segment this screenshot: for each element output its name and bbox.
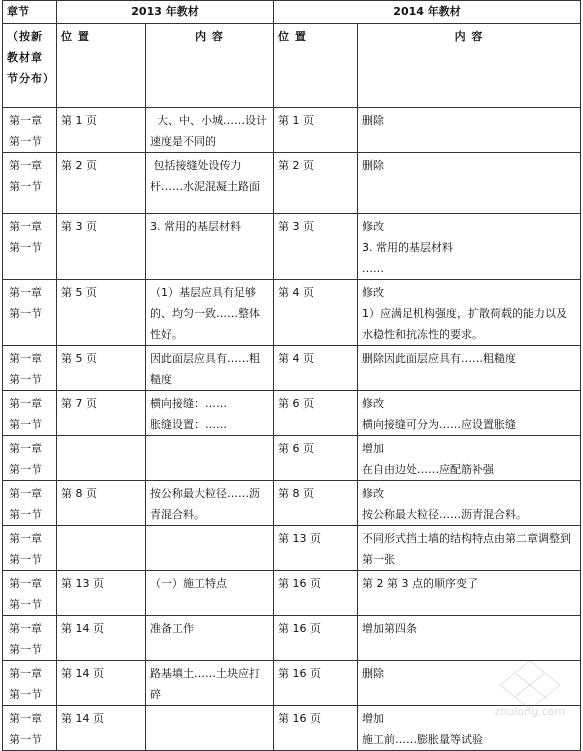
- position-2013-cell: 第 1 页: [57, 108, 146, 153]
- content-2013-cell: 3. 常用的基层材料: [146, 214, 274, 280]
- position-2014-cell: 第 4 页: [274, 280, 358, 346]
- position-2014-cell: 第 13 页: [274, 526, 358, 571]
- table-row: [3, 616, 581, 661]
- content-2013-cell: （1）基层应具有足够的、均匀一致……整体性好。: [146, 280, 274, 346]
- position-header-2014: 位 置: [274, 24, 358, 108]
- comparison-table-wrapper: [2, 0, 581, 751]
- position-2013-cell: 第 13 页: [57, 571, 146, 616]
- content-2013-cell: 横向接缝：…… 胀缝设置：……: [146, 391, 274, 436]
- table-row: [3, 526, 581, 571]
- position-2013-cell: 第 2 页: [57, 153, 146, 214]
- table-body: [3, 108, 581, 751]
- table-row: [3, 214, 581, 280]
- watermark-text: zhulong.com: [494, 705, 566, 717]
- position-2014-cell: 第 16 页: [274, 571, 358, 616]
- zhulong-watermark: [485, 657, 575, 717]
- header-row-2: [3, 24, 581, 108]
- content-2014-cell: 删除: [358, 108, 581, 153]
- chapter-header: 章节: [3, 1, 57, 24]
- position-2013-cell: 第 14 页: [57, 706, 146, 751]
- position-2013-cell: 第 14 页: [57, 616, 146, 661]
- content-2014-cell: 修改 横向接缝可分为……应设置胀缝: [358, 391, 581, 436]
- content-2014-cell: 增加 施工前……膨胀量等试验: [358, 706, 581, 751]
- content-2013-cell: [146, 526, 274, 571]
- content-2014-cell: 不同形式挡土墙的结构特点由第二章调整到第一张: [358, 526, 581, 571]
- content-2014-cell: 修改 1）应满足机构强度，扩散荷载的能力以及水稳性和抗冻性的要求。: [358, 280, 581, 346]
- position-2013-cell: 第 7 页: [57, 391, 146, 436]
- table-row: [3, 153, 581, 214]
- header-row-1: [3, 1, 581, 24]
- content-2013-cell: 按公称最大粒径……沥青混合料。: [146, 481, 274, 526]
- year-2013-header: 2013 年教材: [57, 1, 274, 24]
- content-2014-cell: 删除: [358, 153, 581, 214]
- content-2013-cell: 路基填土……土块应打碎: [146, 661, 274, 706]
- content-2013-cell: （一）施工特点: [146, 571, 274, 616]
- position-2013-cell: 第 8 页: [57, 481, 146, 526]
- content-2014-cell: 修改 3. 常用的基层材料 ……: [358, 214, 581, 280]
- position-2014-cell: 第 8 页: [274, 481, 358, 526]
- chapter-cell: 第一章 第一节: [3, 214, 57, 280]
- content-2014-cell: 修改 按公称最大粒径……沥青混合料。: [358, 481, 581, 526]
- position-2014-cell: 第 1 页: [274, 108, 358, 153]
- content-2014-cell: 第 2 第 3 点的顺序变了: [358, 571, 581, 616]
- content-2013-cell: [146, 706, 274, 751]
- position-2014-cell: 第 2 页: [274, 153, 358, 214]
- content-header-2013: 内 容: [146, 24, 274, 108]
- chapter-cell: 第一章 第一节: [3, 391, 57, 436]
- chapter-cell: 第一章 第一节: [3, 108, 57, 153]
- position-2013-cell: 第 3 页: [57, 214, 146, 280]
- chapter-cell: 第一章 第一节: [3, 616, 57, 661]
- position-2014-cell: 第 6 页: [274, 391, 358, 436]
- position-2014-cell: 第 16 页: [274, 706, 358, 751]
- position-2013-cell: 第 14 页: [57, 661, 146, 706]
- content-2013-cell: 包括接缝处设传力杆……水泥混凝土路面: [146, 153, 274, 214]
- table-row: [3, 391, 581, 436]
- position-2013-cell: [57, 436, 146, 481]
- content-2014-cell: 增加第四条: [358, 616, 581, 661]
- chapter-cell: 第一章 第一节: [3, 280, 57, 346]
- position-2013-cell: 第 5 页: [57, 280, 146, 346]
- chapter-cell: 第一章 第一节: [3, 153, 57, 214]
- table-row: [3, 346, 581, 391]
- chapter-cell: 第一章 第一节: [3, 661, 57, 706]
- chapter-cell: 第一章 第一节: [3, 436, 57, 481]
- position-header-2013: 位 置: [57, 24, 146, 108]
- table-row: [3, 481, 581, 526]
- textbook-comparison-table: [2, 0, 581, 751]
- table-row: [3, 571, 581, 616]
- chapter-cell: 第一章 第一节: [3, 481, 57, 526]
- position-2014-cell: 第 6 页: [274, 436, 358, 481]
- position-2013-cell: [57, 526, 146, 571]
- table-row: [3, 108, 581, 153]
- position-2013-cell: 第 5 页: [57, 346, 146, 391]
- position-2014-cell: 第 3 页: [274, 214, 358, 280]
- content-2013-cell: 准备工作: [146, 616, 274, 661]
- year-2014-header: 2014 年教材: [274, 1, 581, 24]
- content-2013-cell: 大、中、小城……设计速度是不同的: [146, 108, 274, 153]
- chapter-cell: 第一章 第一节: [3, 571, 57, 616]
- chapter-cell: 第一章 第一节: [3, 346, 57, 391]
- position-2014-cell: 第 16 页: [274, 616, 358, 661]
- position-2014-cell: 第 4 页: [274, 346, 358, 391]
- position-2014-cell: 第 16 页: [274, 661, 358, 706]
- content-header-2014: 内 容: [358, 24, 581, 108]
- content-2014-cell: 删除因此面层应具有……粗糙度: [358, 346, 581, 391]
- chapter-cell: 第一章 第一节: [3, 706, 57, 751]
- chapter-cell: 第一章 第一节: [3, 526, 57, 571]
- table-row: [3, 280, 581, 346]
- table-row: [3, 436, 581, 481]
- chapter-note: （按新教材章节分布）: [3, 24, 57, 108]
- content-2014-cell: 增加 在自由边处……应配筋补强: [358, 436, 581, 481]
- content-2013-cell: 因此面层应具有……粗糙度: [146, 346, 274, 391]
- content-2013-cell: [146, 436, 274, 481]
- content-2014-cell: 删除: [358, 661, 581, 706]
